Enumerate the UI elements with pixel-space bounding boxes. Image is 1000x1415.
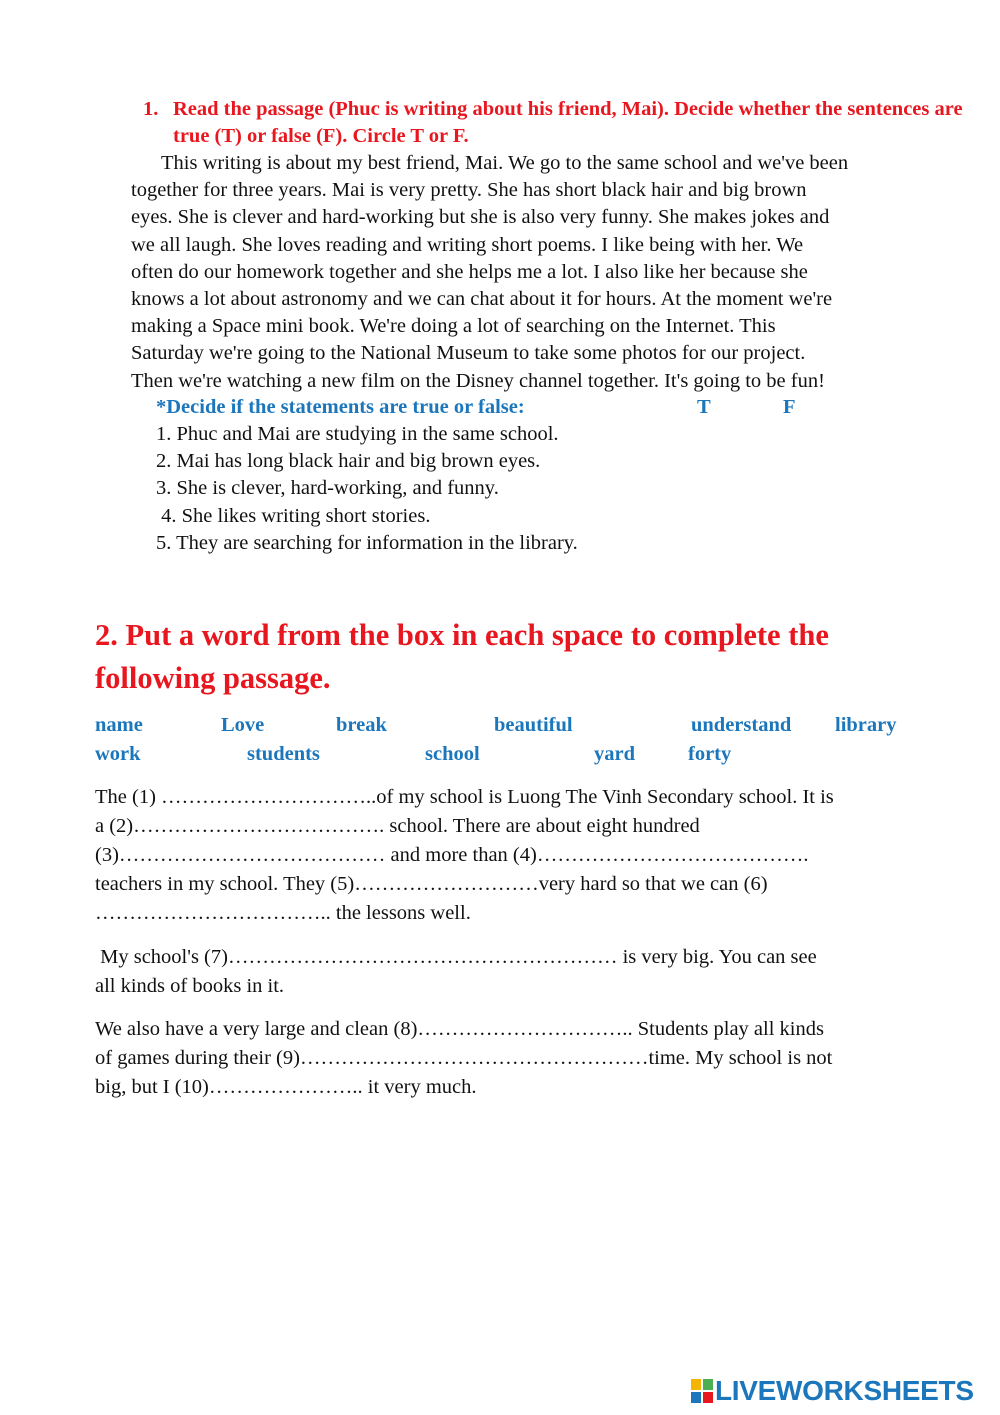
logo-block <box>691 1392 701 1403</box>
cloze-line: My school's (7)………………………………………………… is very big. You can see <box>95 946 817 968</box>
true-false-instruction: *Decide if the statements are true or false: <box>156 396 525 418</box>
liveworksheets-logo <box>691 1376 991 1406</box>
cloze-line: …………………………….. the lessons well. <box>95 902 471 924</box>
statement-item: 3. She is clever, hard-working, and funny. <box>156 477 499 500</box>
cloze-line: all kinds of books in it. <box>95 975 285 997</box>
logo-block <box>691 1379 701 1390</box>
passage-line: making a Space mini book. We're doing a lot of searching on the Internet. This <box>131 315 776 338</box>
passage-line: knows a lot about astronomy and we can chat about it for hours. At the moment we're <box>131 288 833 311</box>
cloze-line: of games during their (9)……………………………………………time. My school is not <box>95 1047 833 1069</box>
exercise-2-heading <box>95 614 955 700</box>
word-option[interactable]: library <box>835 714 897 736</box>
statement-item: 4. She likes writing short stories. <box>156 504 431 527</box>
cloze-line: (3)………………………………… and more than (4)…………………………………. <box>95 844 809 866</box>
word-option[interactable]: beautiful <box>494 714 573 736</box>
true-column-label[interactable]: T <box>697 396 711 418</box>
passage-line: Saturday we're going to the National Museum to take some photos for our project. <box>131 342 806 365</box>
logo-block <box>703 1392 713 1403</box>
word-option[interactable]: students <box>247 743 320 765</box>
word-option[interactable]: yard <box>594 743 635 765</box>
passage-line: we all laugh. She loves reading and writing short poems. I like being with her. We <box>131 233 804 256</box>
word-option[interactable]: Love <box>221 714 265 736</box>
statement-item: 5. They are searching for information in the library. <box>156 531 578 554</box>
passage-line: Then we're watching a new film on the Disney channel together. It's going to be fun! <box>131 369 825 392</box>
logo-blocks-icon <box>691 1379 713 1403</box>
word-option[interactable]: forty <box>688 743 732 765</box>
logo-block <box>703 1379 713 1390</box>
statement-item: 1. Phuc and Mai are studying in the same school. <box>156 423 559 445</box>
exercise-1-number: 1. <box>143 98 159 120</box>
exercise-1-instruction <box>143 96 963 150</box>
exercise-2-heading-line: 2. Put a word from the box in each space to complete the <box>95 618 829 652</box>
word-option[interactable]: break <box>336 714 387 736</box>
cloze-line: The (1) …………………………..of my school is Luong The Vinh Secondary school. It is <box>95 786 834 808</box>
cloze-paragraph-3 <box>95 1015 955 1102</box>
word-option[interactable]: school <box>425 743 480 765</box>
cloze-line: We also have a very large and clean (8)………………………….. Students play all kinds <box>95 1018 824 1040</box>
exercise-1-instruction-text: Read the passage (Phuc is writing about his friend, Mai). Decide whether the sentences are true (T) or false (F). Circle T or F. <box>173 98 963 147</box>
exercise-2-heading-line: following passage. <box>95 661 331 695</box>
passage-line: eyes. She is clever and hard-working but she is also very funny. She makes jokes and <box>131 206 830 229</box>
cloze-paragraph-1 <box>95 783 955 928</box>
word-box <box>95 711 955 771</box>
cloze-line: big, but I (10)………………….. it very much. <box>95 1076 477 1098</box>
cloze-line: teachers in my school. They (5)………………………very hard so that we can (6) <box>95 873 768 895</box>
word-option[interactable]: name <box>95 714 143 736</box>
logo-text: LIVEWORKSHEETS <box>715 1375 974 1406</box>
reading-passage <box>131 150 961 395</box>
cloze-line: a (2)………………………………. school. There are about eight hundred <box>95 815 700 837</box>
cloze-paragraph-2 <box>95 943 955 1001</box>
statement-list <box>156 421 856 557</box>
false-column-label[interactable]: F <box>783 396 796 418</box>
true-false-heading <box>156 394 856 421</box>
statement-item: 2. Mai has long black hair and big brown eyes. <box>156 450 541 473</box>
word-option[interactable]: understand <box>691 714 792 736</box>
word-option[interactable]: work <box>95 743 141 765</box>
passage-line: This writing is about my best friend, Mai. We go to the same school and we've been <box>161 152 849 174</box>
passage-line: together for three years. Mai is very pretty. She has short black hair and big brown <box>131 179 807 202</box>
passage-line: often do our homework together and she helps me a lot. I also like her because she <box>131 260 808 283</box>
